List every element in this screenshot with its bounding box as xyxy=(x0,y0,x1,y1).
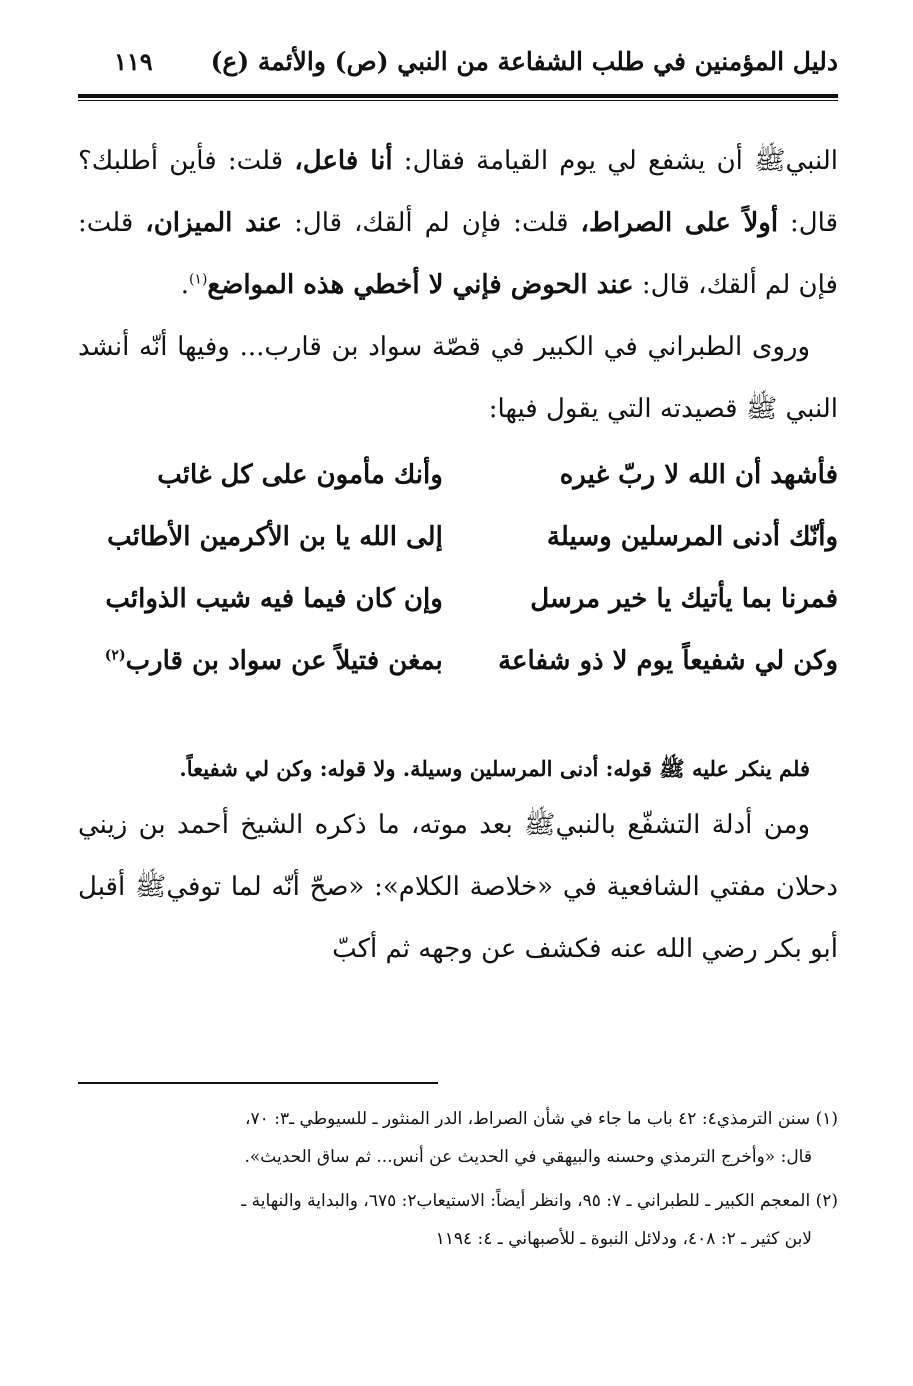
text-run: قلت: فإن لم ألقك، قال: xyxy=(78,208,838,300)
verse-second-hemistich: وإن كان فيما فيه شيب الذوائب xyxy=(105,584,443,614)
footnote-line: لابن كثير ـ ٢: ٤٠٨، ودلائل النبوة ـ للأصبهاني ـ ٤: ١١٩٤ xyxy=(435,1229,812,1249)
paragraph-tabarani: وروى الطبراني في الكبير في قصّة سواد بن قارب... وفيها أنّه أنشد النبي ﷺ قصيدته التي يقول فيها: xyxy=(78,332,838,424)
bold-run: عند الحوض فإني لا أخطي هذه المواضع xyxy=(207,270,634,300)
paragraph-dahlan: ومن أدلة التشفّع بالنبيﷺ بعد موته، ما ذكره الشيخ أحمد بن زيني دحلان مفتي الشافعية في «خلاصة الكلام»: «صحّ أنّه لما توفيﷺ أقبل أبو بكر رضي الله عنه فكشف عن وجهه ثم أكبّ xyxy=(78,810,838,964)
paragraph-hadith xyxy=(78,130,838,316)
poem-verse xyxy=(78,568,838,630)
running-header xyxy=(78,30,838,92)
verse-second-hemistich: إلى الله يا بن الأكرمين الأطائب xyxy=(107,522,443,552)
footnote-line: قال: «وأخرج الترمذي وحسنه والبيهقي في الحديث عن أنس... ثم ساق الحديث». xyxy=(244,1147,812,1167)
verse-first-hemistich: وأنّك أدنى المرسلين وسيلة xyxy=(546,522,838,552)
bold-run: عند الميزان، xyxy=(145,208,283,238)
poem-verse xyxy=(78,506,838,568)
footnote-ref-1[interactable]: (١) xyxy=(188,271,208,288)
poem xyxy=(78,444,838,692)
text-run: النبيﷺ أن يشفع لي يوم القيامة فقال: xyxy=(392,146,838,176)
header-rule-thin xyxy=(78,100,838,101)
poem-verse xyxy=(78,444,838,506)
verse-first-hemistich: وكن لي شفيعاً يوم لا ذو شفاعة xyxy=(498,646,838,676)
footnote-1 xyxy=(78,1100,838,1176)
text-run: قلت: فأين أطلبك؟ قال: xyxy=(78,146,839,238)
book-page xyxy=(78,30,838,1360)
footnotes xyxy=(78,1100,838,1264)
main-text xyxy=(78,130,838,980)
footnote-ref-2[interactable]: (٢) xyxy=(104,647,126,664)
verse-first-hemistich: فمرنا بما يأتيك يا خير مرسل xyxy=(530,584,838,614)
text-run: . xyxy=(180,270,189,300)
text-run: بمغن فتيلاً عن سواد بن قارب xyxy=(125,646,443,676)
page-number: ١١٩ xyxy=(114,46,153,76)
verse-second-hemistich: وأنك مأمون على كل غائب xyxy=(157,460,443,490)
footnote-separator xyxy=(78,1082,438,1084)
footnote-2 xyxy=(78,1182,838,1258)
poem-verse xyxy=(78,630,838,692)
footnote-line: (١) سنن الترمذي٤: ٤٢ باب ما جاء في شأن الصراط، الدر المنثور ـ للسيوطي ـ٣: ٧٠، xyxy=(245,1109,838,1129)
verse-first-hemistich: فأشهد أن الله لا ربّ غيره xyxy=(559,460,838,490)
bold-run: أولاً على الصراط، xyxy=(580,208,779,238)
footnote-line: (٢) المعجم الكبير ـ للطبراني ـ ٧: ٩٥، وانظر أيضاً: الاستيعاب٢: ٦٧٥، والبداية والنهاية ـ xyxy=(241,1191,838,1211)
verse-second-hemistich xyxy=(78,646,443,676)
bold-run: أنا فاعل، xyxy=(294,146,393,176)
header-rule xyxy=(78,94,838,98)
commentary-line: فلم ينكر عليه ﷺ قوله: أدنى المرسلين وسيلة. ولا قوله: وكن لي شفيعاً. xyxy=(179,756,810,781)
text-run: قلت: فإن لم ألقك، قال: xyxy=(282,208,581,238)
running-title: دليل المؤمنين في طلب الشفاعة من النبي (ص) والأئمة (ع) xyxy=(210,46,838,76)
